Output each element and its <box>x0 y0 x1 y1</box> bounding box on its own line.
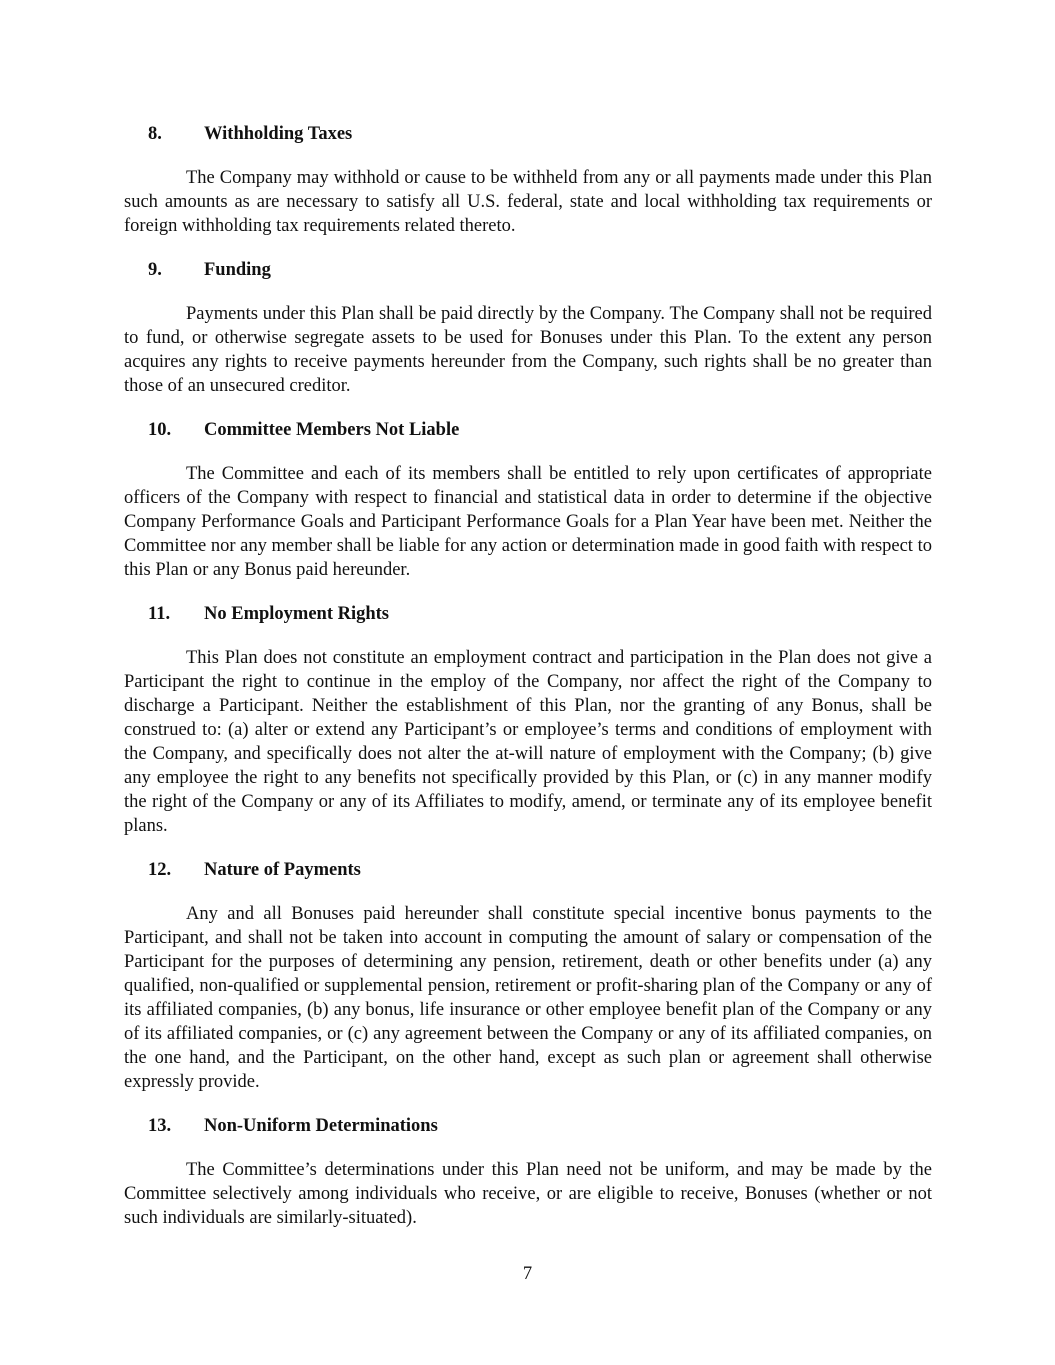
section-body: Payments under this Plan shall be paid directly by the Company. The Company shall not be required to fund, or otherwise segregate assets to be used for Bonuses under this Plan. To the extent any person acquires any rights to receive payments hereunder from the Company, such rights shall be no greater than those of an unsecured creditor. <box>124 304 932 396</box>
section-number: 12. <box>148 860 172 880</box>
section-number: 10. <box>148 420 172 440</box>
section-body: The Committee and each of its members shall be entitled to rely upon certificates of appropriate officers of the Company with respect to financial and statistical data in order to determine if the objective Company Performance Goals and Participant Performance Goals for a Plan Year have been met. Neither the Committee nor any member shall be liable for any action or determination made in good faith with respect to this Plan or any Bonus paid hereunder. <box>124 464 932 580</box>
section-body: The Company may withhold or cause to be withheld from any or all payments made under this Plan such amounts as are necessary to satisfy all U.S. federal, state and local withholding tax requirements or foreign withholding tax requirements related thereto. <box>124 168 932 236</box>
section-title: Funding <box>204 260 271 280</box>
section-committee-members-not-liable <box>124 418 932 582</box>
section-non-uniform-determinations <box>124 1114 932 1230</box>
section-title: Non-Uniform Determinations <box>204 1116 438 1136</box>
section-title: Withholding Taxes <box>204 124 353 144</box>
page-number: 7 <box>522 1264 533 1284</box>
section-no-employment-rights <box>124 602 932 838</box>
section-heading <box>124 122 932 146</box>
section-nature-of-payments <box>124 858 932 1094</box>
section-heading <box>124 258 932 282</box>
section-heading <box>124 418 932 442</box>
section-heading <box>124 1114 932 1138</box>
section-number: 13. <box>148 1116 172 1136</box>
section-funding <box>124 258 932 398</box>
document-page <box>124 122 932 1250</box>
section-heading <box>124 858 932 882</box>
section-number: 9. <box>148 260 162 280</box>
section-heading <box>124 602 932 626</box>
section-body: The Committee’s determinations under this Plan need not be uniform, and may be made by the Committee selectively among individuals who receive, or are eligible to receive, Bonuses (whether or not such individuals are similarly-situated). <box>124 1160 932 1228</box>
section-title: No Employment Rights <box>204 604 390 624</box>
section-title: Committee Members Not Liable <box>204 420 460 440</box>
section-number: 11. <box>148 604 171 624</box>
section-body: This Plan does not constitute an employment contract and participation in the Plan does not give a Participant the right to continue in the employ of the Company, nor affect the right of the Company to discharge a Participant. Neither the establishment of this Plan, nor the granting of any Bonus, shall be construed to: (a) alter or extend any Participant’s or employee’s terms and conditions of employment with the Company, and specifically does not alter the at-will nature of employment with the Company; (b) give any employee the right to any benefits not specifically provided by this Plan, or (c) in any manner modify the right of the Company or any of its Affiliates to modify, amend, or terminate any of its employee benefit plans. <box>124 648 932 836</box>
section-number: 8. <box>148 124 162 144</box>
section-body: Any and all Bonuses paid hereunder shall constitute special incentive bonus payments to the Participant, and shall not be taken into account in computing the amount of salary or compensation of the Participant for the purposes of determining any pension, retirement, death or other benefits under (a) any qualified, non-qualified or supplemental pension, retirement or profit-sharing plan of the Company or any of its affiliated companies, (b) any bonus, life insurance or other employee benefit plan of the Company or any of its affiliated companies, or (c) any agreement between the Company or any of its affiliated companies, on the one hand, and the Participant, on the other hand, except as such plan or agreement shall otherwise expressly provide. <box>124 904 932 1092</box>
section-withholding-taxes <box>124 122 932 238</box>
section-title: Nature of Payments <box>204 860 361 880</box>
